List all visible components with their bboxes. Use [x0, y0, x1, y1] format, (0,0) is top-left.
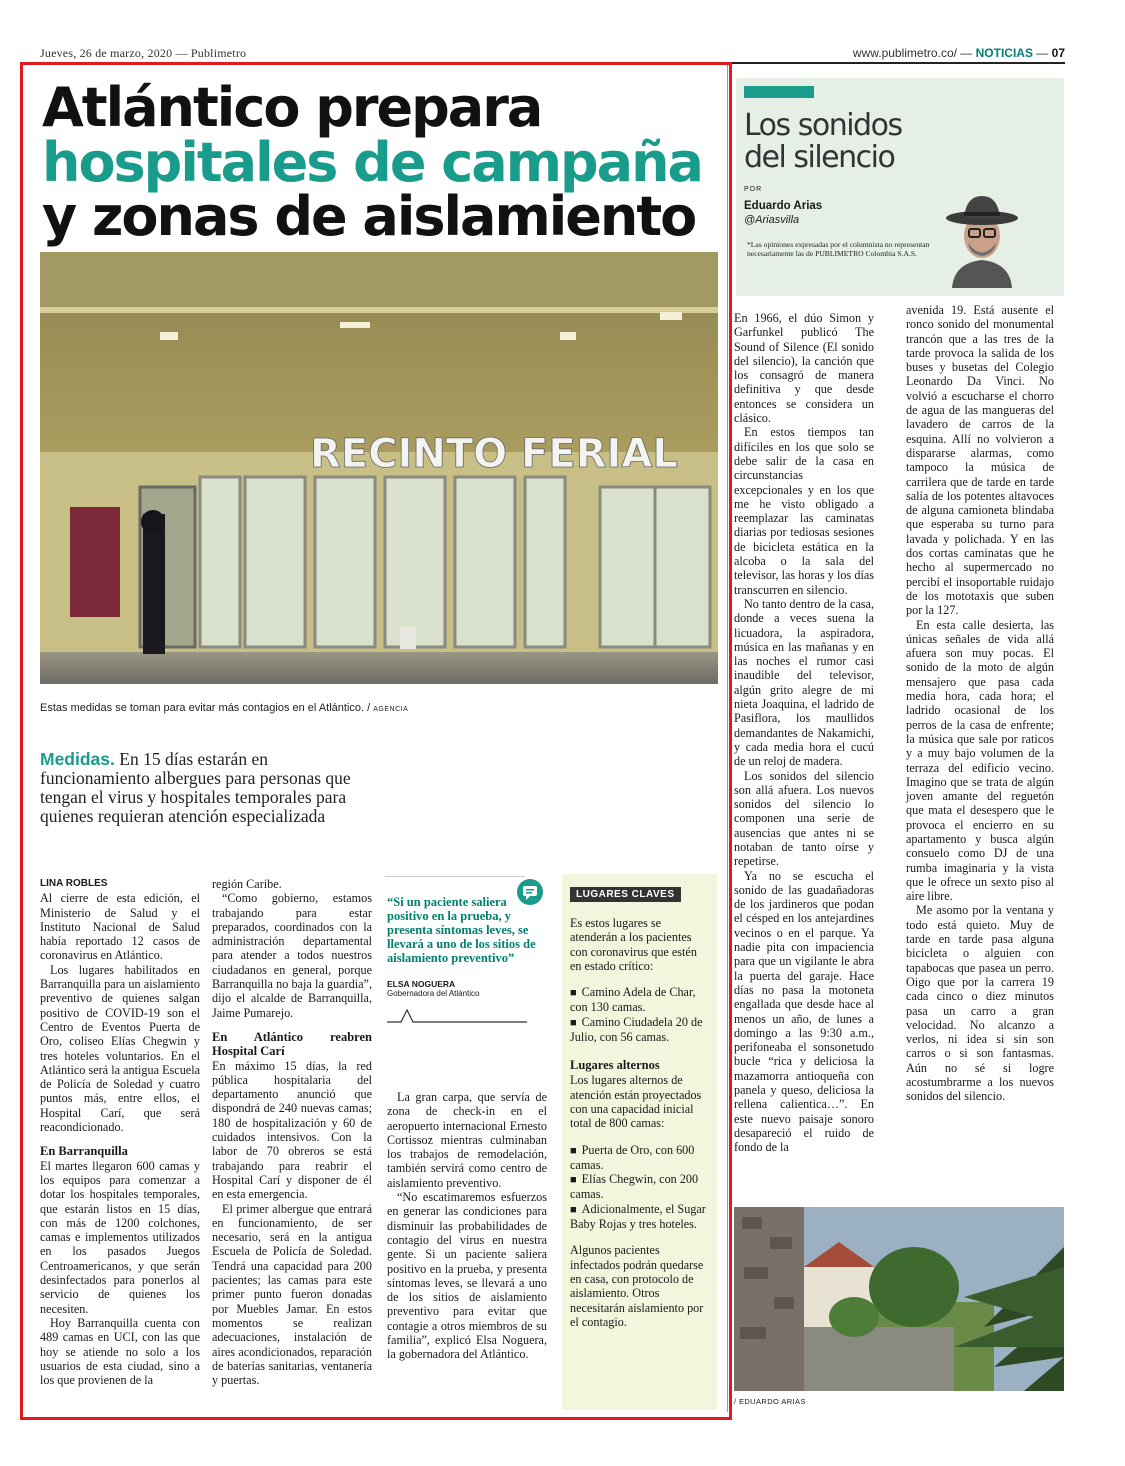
- subheading: En Barranquilla: [40, 1144, 128, 1159]
- byline-label: POR: [744, 186, 763, 193]
- quote-author-role: Gobernadora del Atlántico: [387, 989, 480, 998]
- headline-line-2: hospitales de campaña: [42, 131, 702, 194]
- alt-places-intro: Los lugares alternos de atención están proyectados con una capacidad inicial total de 800 camas:: [570, 1073, 702, 1131]
- columnist-portrait: [942, 188, 1022, 288]
- paragraph: La gran carpa, que servía de zona de check-in en el aeropuerto internacional Ernesto Cortissoz mientras culminaban los trabajos de remodelación, también servirá como centro de aislamiento preventivo.: [387, 1090, 547, 1190]
- paragraph: En máximo 15 días, la red pública hospitalaria del departamento anunció que dispondrá de 240 nuevas camas; 180 de hospitalización y 60 de cuidados intensivos. Con la labor de 70 obreros se está trabajando para reabrir el Hospital Carí y disponer de él en esta emergencia.: [212, 1058, 372, 1202]
- page-number: 07: [1051, 46, 1065, 60]
- list-item: ■ Puerta de Oro, con 600 camas.: [570, 1143, 709, 1173]
- key-places-title: LUGARES CLAVES: [570, 887, 681, 902]
- paragraph: región Caribe.: [212, 877, 282, 891]
- key-places-intro: Es estos lugares se atenderán a los pacientes con coronavirus que estén en estado crítico:: [570, 916, 697, 973]
- opinion-title: Los sonidos del silencio: [744, 108, 902, 175]
- paragraph: Los sonidos del silencio son allá afuera. Los nuevos sonidos del silencio lo componen una serie de ausencias que antes ni se notaban de tanto oírse y repetirse.: [734, 768, 874, 869]
- quote-author: ELSA NOGUERA: [387, 979, 456, 989]
- quote-text: “Si un paciente saliera positivo en la prueba, y presenta síntomas leves, se llevará a uno de los sitios de aislamiento preventivo”: [387, 895, 536, 965]
- columnist-name: Eduardo Arias: [744, 200, 823, 212]
- lead-kicker: Medidas.: [40, 749, 115, 769]
- paragraph: Los lugares habilitados en Barranquilla para un aislamiento preventivo de quienes salgan positivo de COVID-19 son el Centro de Eventos Puerta de Oro, coliseo Elías Chegwin y tres hoteles voluntarios. En el Atlántico será la antigua Escuela de Policía de Soledad y cuatro puntos más, entre ellos, el Hospital Carí, que será reacondicionado.: [40, 962, 200, 1135]
- lead-text: En 15 días estarán en funcionamiento albergues para personas que tengan el virus y hospitales temporales para quienes requieran atención especializada: [40, 749, 351, 826]
- opinion-column-2: [906, 303, 1054, 1104]
- page-date-line: Jueves, 26 de marzo, 2020 — Publimetro: [40, 46, 247, 60]
- paragraph: El primer albergue que entrará en funcionamiento, de ser necesario, será en la antigua Escuela de Policía de Soledad. Tendrá una capacidad para 200 pacientes; las camas para este primer punto fueron donadas por Muebles Jamar. En estos momentos se realizan adecuaciones, instalación de aires acondicionados, reparación de baterías sanitarias, ventanería y puertas.: [212, 1201, 372, 1388]
- paragraph: En 1966, el dúo Simon y Garfunkel publicó The Sound of Silence (El sonido del silencio), la canción que los consagró de manera definitiva y que desde entonces se considera un clásico.: [734, 311, 874, 426]
- photo-caption-text: Estas medidas se toman para evitar más contagios en el Atlántico. /: [40, 702, 371, 714]
- headline-line-3: y zonas de aislamiento: [42, 185, 696, 248]
- paragraph: “No escatimaremos esfuerzos en generar las condiciones para disminuir las probabilidades de contagio del virus en nuestra gente. Si un paciente saliera positivo en la prueba, y presenta síntomas leves, se llevará a uno de los sitios de aislamiento preventivo para evitar que contagie a otros miembros de su familia”, explicó Elsa Noguera, la gobernadora del Atlántico.: [387, 1190, 547, 1362]
- subheading: En Atlántico reabren Hospital Carí: [212, 1029, 372, 1059]
- list-item: ■ Adicionalmente, el Sugar Baby Rojas y tres hoteles.: [570, 1202, 709, 1232]
- page-section-line: www.publimetro.co/ — NOTICIAS — 07: [852, 46, 1065, 60]
- accent-bar: [744, 86, 814, 98]
- paragraph: Ya no se escucha el sonido de las guadañadoras de los jardineros que podan el césped en los antejardines vecinos o en el parque. Ya nadie pita con impaciencia para que un vigilante le abra la puerta del garaje. Hace días no pasa la motoneta engallada que desde hace al menos un año, de lunes a domingo a las 9:30 a.m., perifoneaba el sonsonetudo bucle “rica y deliciosa la mazamorra antioqueña con panela y queso, deliciosa la rellena calientica…”. En este nuevo paisaje sonoro desapareció el ruido de fondo de la: [734, 868, 874, 1155]
- paragraph: avenida 19. Está ausente el ronco sonido del monumental trancón que a las tres de la tarde provoca la salida de los buses y busetas del Colegio Leonardo Da Vinci. No volvió a escucharse el chorro de agua de las mangueras del lavadero de carros de la esquina. Allí no volvieron a dispararse alarmas, como tampoco la música de carrilera que de tarde en tarde salía de los potentes altavoces de alguna camioneta blindaba que esperaba su turno para lavada y polichada. Y en las dos cortas caminatas que he hecho al supermercado no percibí el insoportable ruidajo de los mototaxis que suben por la 127.: [906, 303, 1054, 618]
- disclaimer: *Las opiniones expresadas por el columnista no representan necesariamente las de PUBLIMETRO Colombia S.A.S.: [747, 240, 930, 258]
- headline-line-1: Atlántico prepara: [42, 76, 542, 139]
- key-places-outro: Algunos pacientes infectados podrán quedarse en casa, con protocolo de aislamiento. Otros necesitarán aislamiento por el contagio.: [570, 1243, 704, 1329]
- paragraph: Hoy Barranquilla cuenta con 489 camas en UCI, con las que hoy se atiende no solo a los usuarios de esta ciudad, sino a los que provienen de la: [40, 1315, 200, 1388]
- list-item: ■ Camino Ciudadela 20 de Julio, con 56 camas.: [570, 1015, 709, 1045]
- street-photo: [734, 1207, 1064, 1391]
- photo-credit: AGENCIA: [373, 706, 409, 713]
- paragraph: No tanto dentro de la casa, donde a veces suena la licuadora, la aspiradora, música en las mañanas y en las noches el rumor casi inaudible del televisor, algún grito alegre de mi nieta Joaquina, el ladrido de Pasiflora, los maullidos demandantes de Nakamichi, y cada media hora el cucú de un reloj de madera.: [734, 596, 874, 769]
- street-photo-credit: / EDUARDO ARIAS: [734, 1397, 806, 1406]
- paragraph: Al cierre de esta edición, el Ministerio de Salud y el Instituto Nacional de Salud había reportado 12 casos de coronavirus en Atlántico.: [40, 891, 200, 963]
- paragraph: “Como gobierno, estamos trabajando para estar preparados, coordinados con la administración departamental para atender a todos nuestros ciudadanos en general, porque Barranquilla no baja la guardia”, dijo el alcalde de Barranquilla, Jaime Pumarejo.: [212, 891, 372, 1020]
- highlight-frame: [20, 62, 732, 1420]
- byline: LINA ROBLES: [40, 878, 108, 889]
- paragraph: Me asomo por la ventana y todo está quieto. Muy de tarde en tarde pasa alguna bicicleta o alguien con tapabocas que pasea un perro. Oigo que por la carrera 19 cada cinco o diez minutos pasa un carro a gran velocidad. No alcanzo a verlos, ni idea si sin son carros o si son fantasmas. Aún no sé si logre acostumbrarme a los nuevos sonidos del silencio.: [906, 903, 1054, 1104]
- section-name: NOTICIAS: [975, 46, 1033, 60]
- photo-sign-text: RECINTO FERIAL: [310, 431, 678, 477]
- paragraph: El martes llegaron 600 camas y los equipos para comenzar a dotar los hospitales temporales, que estarán listos en 15 días, con más de 1200 colchones, camas e implementos utilizados en los pasados Juegos Centroamericanos, y que serán desinfectados para ponerlos al servicio de quienes los necesiten.: [40, 1158, 200, 1316]
- site-url[interactable]: www.publimetro.co/: [852, 46, 957, 60]
- paragraph: En esta calle desierta, las únicas señales de vida allá afuera son muy pocas. El sonido de la moto de algún mensajero que pasa cada media hora, cada hora; el ladrido ocasional de los perros de la casa de enfrente; la música que sale por raticos y a muy bajo volumen de la terraza del edificio vecino. Imagino que se trata de algún joven amante del reguetón que mata el desespero que le provoca el encierro en su apartamento y busca algún consuelo como DJ de una rumba imaginaria y la vista que le ofrece un sexto piso al aire libre.: [906, 617, 1054, 904]
- paragraph: En estos tiempos tan difíciles en los que solo se debe salir de la casa en circunstancias excepcionales y en los que me he visto obligado a reemplazar las caminatas diarias por tediosas sesiones de bicicleta estática en la alcoba o la sala del televisor, las horas y los días transcurren en silencio.: [734, 425, 874, 597]
- list-item: ■ Camino Adela de Char, con 130 camas.: [570, 985, 709, 1015]
- columnist-handle[interactable]: @Ariasvilla: [744, 214, 800, 226]
- list-item: ■ Elías Chegwin, con 200 camas.: [570, 1172, 709, 1202]
- alt-places-title: Lugares alternos: [570, 1058, 660, 1073]
- opinion-column-1: [734, 311, 874, 1155]
